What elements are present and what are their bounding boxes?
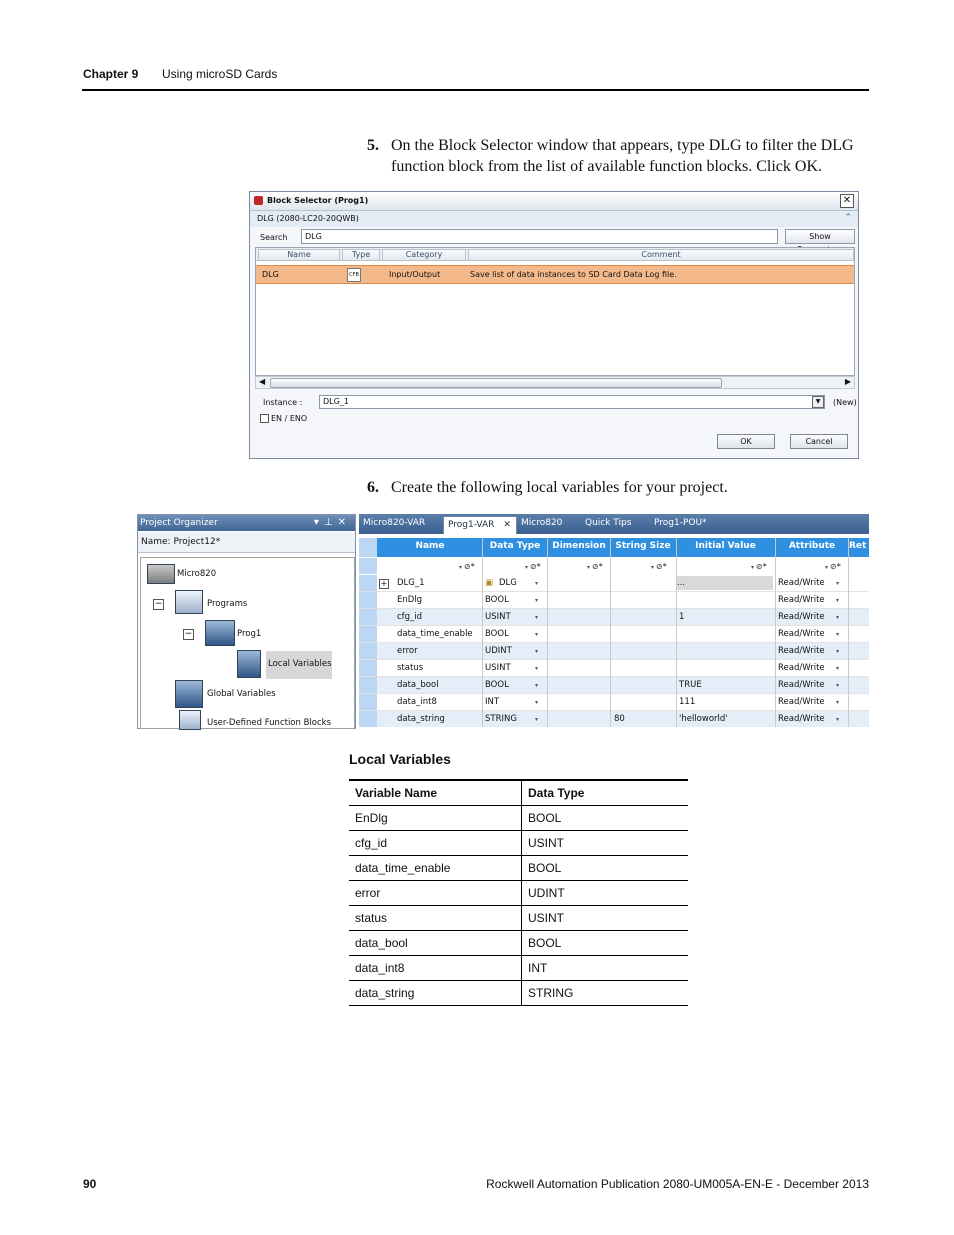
var-attribute: Read/Write xyxy=(778,629,825,639)
block-category: Input/Output xyxy=(389,270,441,279)
table-row[interactable] xyxy=(359,575,869,592)
row-header xyxy=(359,592,377,608)
en-eno-checkbox[interactable] xyxy=(260,414,269,423)
cell-variable: data_int8 xyxy=(349,956,522,981)
table-row[interactable] xyxy=(359,660,869,677)
filter-initial-icon[interactable]: ▾ ⊘* xyxy=(751,562,767,571)
project-organizer-title: Project Organizer xyxy=(140,518,218,528)
cell-type: USINT xyxy=(522,831,689,856)
table-row xyxy=(349,856,688,881)
row-header xyxy=(359,643,377,659)
instance-value: DLG_1 xyxy=(323,397,349,406)
instance-combo[interactable] xyxy=(319,395,825,409)
row-header xyxy=(359,626,377,642)
editor-tabs xyxy=(359,514,869,534)
var-initial: 111 xyxy=(679,697,696,707)
var-initial: TRUE xyxy=(679,680,702,690)
search-input[interactable] xyxy=(301,229,778,244)
attribute-dropdown-icon[interactable]: ▾ xyxy=(836,682,840,689)
var-name: status xyxy=(397,663,424,673)
fb-type-icon: ▣ xyxy=(485,578,494,588)
type-dropdown-icon[interactable]: ▾ xyxy=(535,699,539,706)
project-tree xyxy=(140,557,355,729)
col-initial-value[interactable]: Initial Value xyxy=(695,541,756,551)
var-type: INT xyxy=(485,697,500,707)
type-dropdown-icon[interactable]: ▾ xyxy=(535,614,539,621)
col-attribute[interactable]: Attribute xyxy=(788,541,836,551)
cell-type: BOOL xyxy=(522,931,689,956)
chevron-down-icon[interactable]: ▼ xyxy=(812,396,824,408)
table-row[interactable] xyxy=(359,643,869,660)
table-caption: Local Variables xyxy=(349,751,451,767)
table-row xyxy=(349,831,688,856)
step-5-line-2: function block from the list of available function blocks. Click OK. xyxy=(391,158,823,175)
col-dimension[interactable]: Dimension xyxy=(552,541,606,551)
step-5-number: 5. xyxy=(367,137,379,154)
expand-icon[interactable]: + xyxy=(380,579,388,588)
column-divider xyxy=(610,538,611,727)
dialog-title: Block Selector (Prog1) xyxy=(267,196,369,205)
column-divider xyxy=(775,538,776,727)
column-divider xyxy=(676,538,677,727)
type-dropdown-icon[interactable]: ▾ xyxy=(535,665,539,672)
filter-type-icon[interactable]: ▾ ⊘* xyxy=(525,562,541,571)
var-name: EnDlg xyxy=(397,595,423,605)
col-category[interactable]: Category xyxy=(382,249,466,261)
type-dropdown-icon[interactable]: ▾ xyxy=(535,580,539,587)
row-header xyxy=(359,609,377,625)
var-type: BOOL xyxy=(485,680,509,690)
step-6 xyxy=(367,477,867,499)
block-list-header xyxy=(256,248,854,261)
cell-variable: data_string xyxy=(349,981,522,1006)
local-variables-icon xyxy=(237,650,261,678)
chapter-label: Chapter 9 xyxy=(83,67,139,81)
en-eno-label: EN / ENO xyxy=(271,414,308,423)
table-row xyxy=(349,906,688,931)
tab-prog1-var[interactable] xyxy=(443,516,517,534)
block-row-dlg[interactable] xyxy=(256,265,854,284)
table-row[interactable] xyxy=(359,626,869,643)
table-row[interactable] xyxy=(359,592,869,609)
chapter-title: Using microSD Cards xyxy=(162,67,278,81)
col-retained[interactable]: Ret xyxy=(849,541,867,551)
cell-variable: cfg_id xyxy=(349,831,522,856)
var-initial[interactable]: ... xyxy=(677,576,773,590)
row-header xyxy=(359,711,377,727)
local-variables-table xyxy=(349,779,688,1006)
filter-row-header xyxy=(359,558,377,574)
row-header xyxy=(359,575,377,591)
var-attribute: Read/Write xyxy=(778,697,825,707)
table-row[interactable] xyxy=(359,694,869,711)
var-name: error xyxy=(397,646,418,656)
var-name: cfg_id xyxy=(397,612,423,622)
column-divider xyxy=(547,538,548,727)
pin-close-icon[interactable]: ▾⊥✕ xyxy=(313,517,351,528)
controller-icon xyxy=(147,564,175,584)
tree-controller[interactable]: Micro820 xyxy=(177,569,217,579)
horizontal-scrollbar[interactable] xyxy=(255,376,855,389)
project-name: Name: Project12* xyxy=(141,537,221,547)
type-dropdown-icon[interactable]: ▾ xyxy=(535,648,539,655)
attribute-dropdown-icon[interactable]: ▾ xyxy=(836,614,840,621)
scroll-right-icon[interactable]: ▶ xyxy=(844,377,851,386)
col-type[interactable]: Type xyxy=(342,249,380,261)
instance-label: Instance : xyxy=(263,398,303,407)
project-organizer-titlebar xyxy=(138,515,355,531)
filter-dimension-icon[interactable]: ▾ ⊘* xyxy=(587,562,603,571)
row-header xyxy=(359,660,377,676)
column-divider xyxy=(482,538,483,727)
cell-type: USINT xyxy=(522,906,689,931)
block-name: DLG xyxy=(262,270,279,279)
function-block-icon: CFB xyxy=(347,268,361,282)
dialog-titlebar xyxy=(250,192,858,211)
attribute-dropdown-icon[interactable]: ▾ xyxy=(836,631,840,638)
project-name-bar xyxy=(138,532,355,553)
attribute-dropdown-icon[interactable]: ▾ xyxy=(836,699,840,706)
col-name[interactable]: Name xyxy=(258,249,340,261)
close-icon[interactable]: ✕ xyxy=(840,194,854,208)
cell-variable: error xyxy=(349,881,522,906)
var-attribute: Read/Write xyxy=(778,578,825,588)
program-icon xyxy=(205,620,235,646)
var-attribute: Read/Write xyxy=(778,714,825,724)
scroll-thumb[interactable] xyxy=(270,378,722,388)
page-number: 90 xyxy=(83,1177,97,1191)
attribute-dropdown-icon[interactable]: ▾ xyxy=(836,648,840,655)
type-dropdown-icon[interactable]: ▾ xyxy=(535,631,539,638)
type-dropdown-icon[interactable]: ▾ xyxy=(535,716,539,723)
var-type: USINT xyxy=(485,663,511,673)
project-organizer-panel xyxy=(137,514,356,729)
instance-new-label: (New) xyxy=(833,398,857,407)
controller-label: DLG (2080-LC20-20QWB) xyxy=(257,214,359,223)
tree-local-variables[interactable]: Local Variables xyxy=(268,659,332,669)
var-initial: 'helloworld' xyxy=(679,714,728,724)
cell-variable: EnDlg xyxy=(349,806,522,831)
cancel-button[interactable]: Cancel xyxy=(790,434,848,449)
col-data-type[interactable]: Data Type xyxy=(489,541,541,551)
filter-row xyxy=(359,558,869,574)
var-attribute: Read/Write xyxy=(778,646,825,656)
var-initial: 1 xyxy=(679,612,685,622)
step-6-text: Create the following local variables for your project. xyxy=(391,479,728,496)
ok-button[interactable]: OK xyxy=(717,434,775,449)
header-variable-name: Variable Name xyxy=(349,780,522,806)
global-variables-icon xyxy=(175,680,203,708)
filter-name-icon[interactable]: ▾ ⊘* xyxy=(459,562,475,571)
filter-size-icon[interactable]: ▾ ⊘* xyxy=(651,562,667,571)
grid-header xyxy=(359,538,869,557)
tree-prog1[interactable]: Prog1 xyxy=(237,629,262,639)
table-row xyxy=(349,881,688,906)
var-string-size: 80 xyxy=(614,714,625,724)
collapse-icon[interactable]: ⌃ xyxy=(844,213,852,223)
collapse-prog-icon[interactable]: − xyxy=(184,629,193,639)
var-name: data_time_enable xyxy=(397,629,473,639)
search-label: Search xyxy=(260,233,288,242)
var-name: DLG_1 xyxy=(397,578,425,588)
var-type: STRING xyxy=(485,714,517,724)
row-header xyxy=(359,677,377,693)
table-row xyxy=(349,931,688,956)
row-header-corner xyxy=(359,538,377,557)
close-tab-icon[interactable]: ✕ xyxy=(503,520,511,530)
tab-prog1-var-label: Prog1-VAR xyxy=(448,520,495,530)
table-row[interactable] xyxy=(359,677,869,694)
var-attribute: Read/Write xyxy=(778,612,825,622)
cell-type: STRING xyxy=(522,981,689,1006)
tab-quick-tips[interactable]: Quick Tips xyxy=(585,518,632,528)
step-6-number: 6. xyxy=(367,479,379,496)
col-string-size[interactable]: String Size xyxy=(615,541,671,551)
var-type: DLG xyxy=(499,578,517,588)
var-type: UDINT xyxy=(485,646,512,656)
cell-type: INT xyxy=(522,956,689,981)
var-attribute: Read/Write xyxy=(778,595,825,605)
var-type: BOOL xyxy=(485,595,509,605)
cell-variable: data_bool xyxy=(349,931,522,956)
tab-micro820-var[interactable]: Micro820-VAR xyxy=(363,518,426,528)
var-attribute: Read/Write xyxy=(778,663,825,673)
step-5-line-1: On the Block Selector window that appears, type DLG to filter the DLG xyxy=(391,137,854,154)
col-comment[interactable]: Comment xyxy=(468,249,854,261)
show-parameters-button[interactable]: Show xyxy=(785,229,855,244)
variable-editor xyxy=(359,514,869,727)
header-rule xyxy=(82,89,869,91)
scroll-left-icon[interactable]: ◀ xyxy=(259,377,266,386)
udfb-icon xyxy=(179,710,201,730)
row-header xyxy=(359,694,377,710)
tree-programs[interactable]: Programs xyxy=(207,599,248,609)
table-row xyxy=(349,981,688,1006)
var-type: BOOL xyxy=(485,629,509,639)
type-dropdown-icon[interactable]: ▾ xyxy=(535,597,539,604)
filter-attribute-icon[interactable]: ▾ ⊘* xyxy=(825,562,841,571)
dialog-subtitle-bar xyxy=(250,211,858,227)
var-type: USINT xyxy=(485,612,511,622)
cell-type: BOOL xyxy=(522,856,689,881)
app-icon xyxy=(254,196,263,205)
col-name[interactable]: Name xyxy=(415,541,445,551)
var-attribute: Read/Write xyxy=(778,680,825,690)
var-name: data_bool xyxy=(397,680,439,690)
tree-udfb[interactable]: User-Defined Function Blocks xyxy=(207,718,332,728)
block-comment: Save list of data instances to SD Card Data Log file. xyxy=(470,270,677,279)
block-list xyxy=(255,247,855,376)
cell-type: UDINT xyxy=(522,881,689,906)
search-value: DLG xyxy=(305,232,322,241)
attribute-dropdown-icon[interactable]: ▾ xyxy=(836,580,840,587)
cell-type: BOOL xyxy=(522,806,689,831)
tree-global-variables[interactable]: Global Variables xyxy=(207,689,276,699)
cell-variable: status xyxy=(349,906,522,931)
collapse-programs-icon[interactable]: − xyxy=(154,599,163,609)
type-dropdown-icon[interactable]: ▾ xyxy=(535,682,539,689)
var-name: data_string xyxy=(397,714,445,724)
table-row[interactable] xyxy=(359,609,869,626)
var-name: data_int8 xyxy=(397,697,437,707)
cell-variable: data_time_enable xyxy=(349,856,522,881)
attribute-dropdown-icon[interactable]: ▾ xyxy=(836,597,840,604)
attribute-dropdown-icon[interactable]: ▾ xyxy=(836,665,840,672)
table-row xyxy=(349,956,688,981)
tab-prog1-pou[interactable]: Prog1-POU* xyxy=(654,518,707,528)
programs-icon xyxy=(175,590,203,614)
block-selector-dialog xyxy=(249,191,859,459)
publication-info: Rockwell Automation Publication 2080-UM005A-EN-E - December 2013 xyxy=(486,1177,869,1191)
step-5 xyxy=(367,135,867,179)
column-divider xyxy=(848,538,849,727)
tab-micro820[interactable]: Micro820 xyxy=(521,518,563,528)
table-row xyxy=(349,806,688,831)
header-data-type: Data Type xyxy=(522,780,689,806)
attribute-dropdown-icon[interactable]: ▾ xyxy=(836,716,840,723)
table-row[interactable] xyxy=(359,711,869,727)
